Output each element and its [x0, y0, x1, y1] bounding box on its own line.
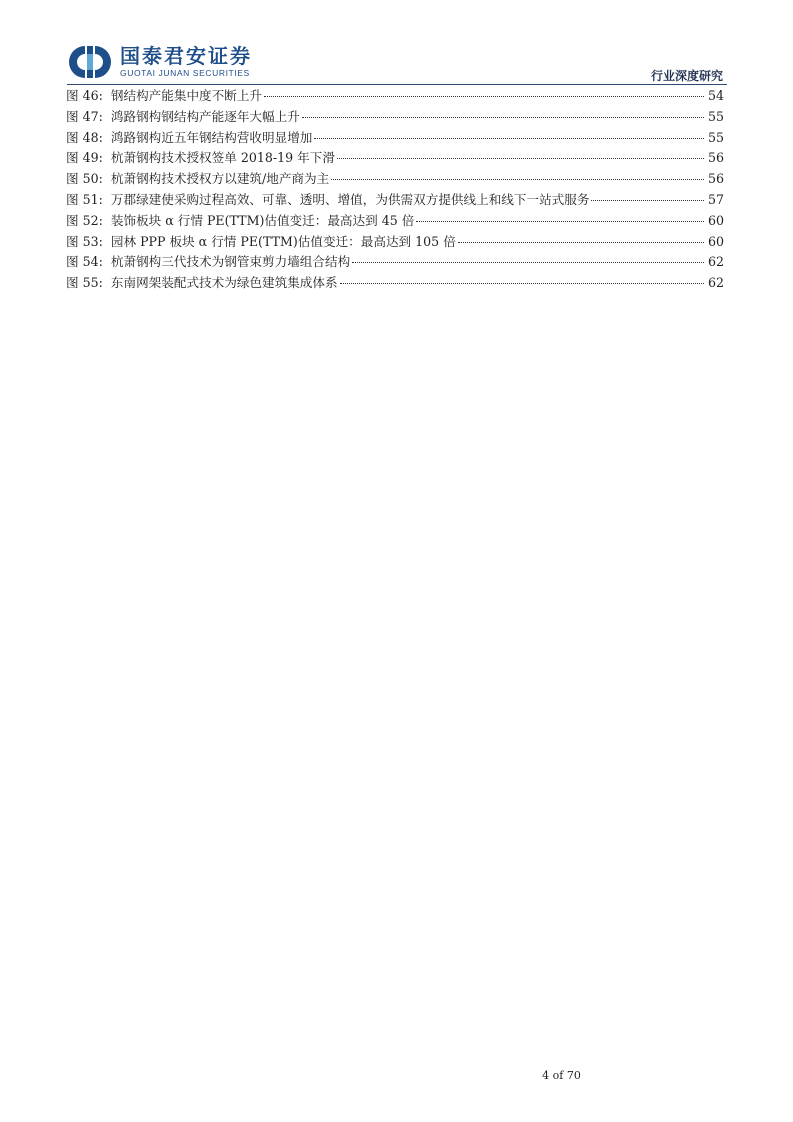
- toc-entry-page: 60: [707, 212, 724, 228]
- toc-entry[interactable]: [66, 232, 724, 253]
- toc-entry-title: 钢结构产能集中度不断上升: [110, 88, 262, 103]
- toc-entry[interactable]: [66, 211, 724, 232]
- toc-entry-page: 57: [707, 191, 724, 207]
- toc-entry-page: 55: [707, 108, 724, 124]
- toc-entry-title: 鸿路钢构近五年钢结构营收明显增加: [110, 129, 313, 145]
- toc-entry-title: 杭萧钢构三代技术为钢管束剪力墙组合结构: [110, 254, 351, 270]
- toc-dot-leader: [458, 241, 704, 243]
- toc-dot-leader: [340, 282, 704, 284]
- toc-dot-leader: [591, 199, 704, 201]
- header-divider: [67, 84, 727, 85]
- toc-entry[interactable]: [66, 252, 724, 273]
- toc-dot-leader: [264, 95, 704, 97]
- toc-entry-page: 54: [707, 88, 724, 103]
- toc-entry-title: 园林 PPP 板块 α 行情 PE(TTM)估值变迁：最高达到 105 倍: [110, 233, 456, 249]
- toc-entry-page: 62: [707, 275, 724, 291]
- toc-entry-number: 图 52:: [66, 212, 103, 228]
- toc-entry-page: 56: [707, 171, 724, 187]
- toc-entry-page: 62: [707, 254, 724, 270]
- toc-dot-leader: [352, 261, 704, 263]
- toc-entry-number: 图 48:: [66, 129, 103, 145]
- toc-entry-number: 图 54:: [66, 254, 103, 270]
- toc-entry[interactable]: [66, 86, 724, 107]
- toc-entry-number: 图 55:: [66, 275, 103, 291]
- toc-entry-title: 东南网架装配式技术为绿色建筑集成体系: [110, 275, 338, 291]
- toc-entry[interactable]: [66, 273, 724, 294]
- toc-entry-number: 图 53:: [66, 233, 103, 249]
- toc-entry-title: 万郡绿建使采购过程高效、可靠、透明、增值，为供需双方提供线上和线下一站式服务: [110, 191, 590, 207]
- toc-entry[interactable]: [66, 128, 724, 149]
- figure-table-of-contents: [66, 86, 724, 294]
- toc-dot-leader: [331, 178, 704, 180]
- toc-entry-number: 图 51:: [66, 191, 103, 207]
- toc-entry-title: 杭萧钢构技术授权方以建筑/地产商为主: [110, 171, 330, 187]
- toc-entry[interactable]: [66, 148, 724, 169]
- toc-entry[interactable]: [66, 107, 724, 128]
- logo-chinese-name: 国泰君安证券: [120, 44, 252, 69]
- toc-entry-title: 装饰板块 α 行情 PE(TTM)估值变迁：最高达到 45 倍: [110, 212, 415, 228]
- toc-entry-page: 60: [707, 233, 724, 249]
- toc-dot-leader: [314, 137, 704, 139]
- toc-entry-title: 鸿路钢构钢结构产能逐年大幅上升: [110, 108, 300, 124]
- page-number: 4 of 70: [542, 1069, 581, 1082]
- page-header: [0, 0, 793, 86]
- logo-english-name: GUOTAI JUNAN SECURITIES: [120, 68, 250, 79]
- toc-entry-number: 图 50:: [66, 171, 103, 187]
- company-logo: [68, 44, 308, 80]
- toc-dot-leader: [337, 157, 704, 159]
- report-type-label: 行业深度研究: [650, 69, 723, 83]
- toc-dot-leader: [302, 116, 704, 118]
- toc-entry-page: 55: [707, 129, 724, 145]
- toc-entry[interactable]: [66, 169, 724, 190]
- toc-entry[interactable]: [66, 190, 724, 211]
- toc-entry-number: 图 49:: [66, 150, 103, 166]
- logo-icon: [68, 45, 112, 79]
- toc-entry-number: 图 46:: [66, 88, 103, 103]
- toc-entry-title: 杭萧钢构技术授权签单 2018-19 年下滑: [110, 150, 335, 166]
- toc-entry-page: 56: [707, 150, 724, 166]
- toc-entry-number: 图 47:: [66, 108, 103, 124]
- toc-dot-leader: [416, 220, 704, 222]
